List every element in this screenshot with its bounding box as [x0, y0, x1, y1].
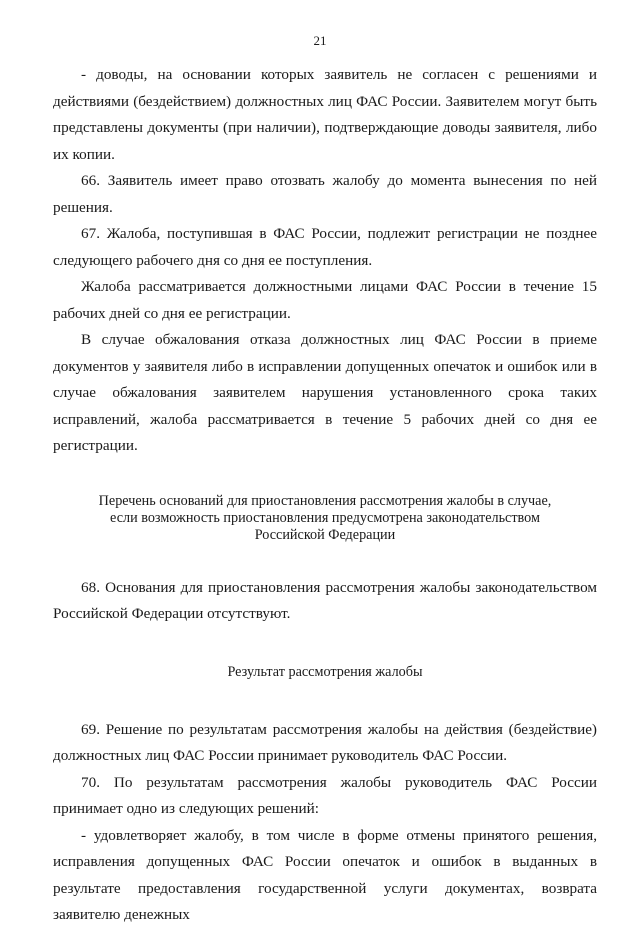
paragraph-70: 70. По результатам рассмотрения жалобы руководитель ФАС России принимает одно из следующих решений:	[53, 773, 597, 817]
heading-line: Перечень оснований для приостановления рассмотрения жалобы в случае,	[98, 492, 552, 509]
heading-line: Результат рассмотрения жалобы	[227, 663, 423, 680]
paragraph-68: 68. Основания для приостановления рассмотрения жалобы законодательством Российской Федерации отсутствуют.	[53, 578, 597, 622]
paragraph-review-period: Жалоба рассматривается должностными лицами ФАС России в течение 15 рабочих дней со дня ее регистрации.	[53, 278, 597, 322]
section-heading-suspension	[53, 493, 597, 544]
page-content	[53, 62, 597, 929]
heading-line: если возможность приостановления предусмотрена законодательством	[110, 509, 540, 526]
paragraph-satisfy-complaint: - удовлетворяет жалобу, в том числе в форме отмены принятого решения, исправления допущенных ФАС России опечаток и ошибок в выданных в результате предоставления государственной услуги документах, возврата заявителю денежных	[53, 826, 597, 923]
section-heading-result	[53, 664, 597, 681]
paragraph-67: 67. Жалоба, поступившая в ФАС России, подлежит регистрации не позднее следующего рабочего дня со дня ее поступления.	[53, 225, 597, 269]
paragraph-arguments: - доводы, на основании которых заявитель не согласен с решениями и действиями (бездействием) должностных лиц ФАС России. Заявителем могут быть представлены документы (при наличии), подтверждающие доводы заявителя, либо их копии.	[53, 66, 597, 163]
heading-line: Российской Федерации	[254, 526, 396, 543]
page-number: 21	[313, 33, 327, 48]
paragraph-refusal-review: В случае обжалования отказа должностных лиц ФАС России в приеме документов у заявителя либо в исправлении допущенных опечаток и ошибок или в случае обжалования заявителем нарушения установленного срока таких исправлений, жалоба рассматривается в течение 5 рабочих дней со дня ее регистрации.	[53, 331, 597, 454]
paragraph-66: 66. Заявитель имеет право отозвать жалобу до момента вынесения по ней решения.	[53, 172, 597, 216]
paragraph-69: 69. Решение по результатам рассмотрения жалобы на действия (бездействие) должностных лиц ФАС России принимает руководитель ФАС России.	[53, 720, 597, 764]
